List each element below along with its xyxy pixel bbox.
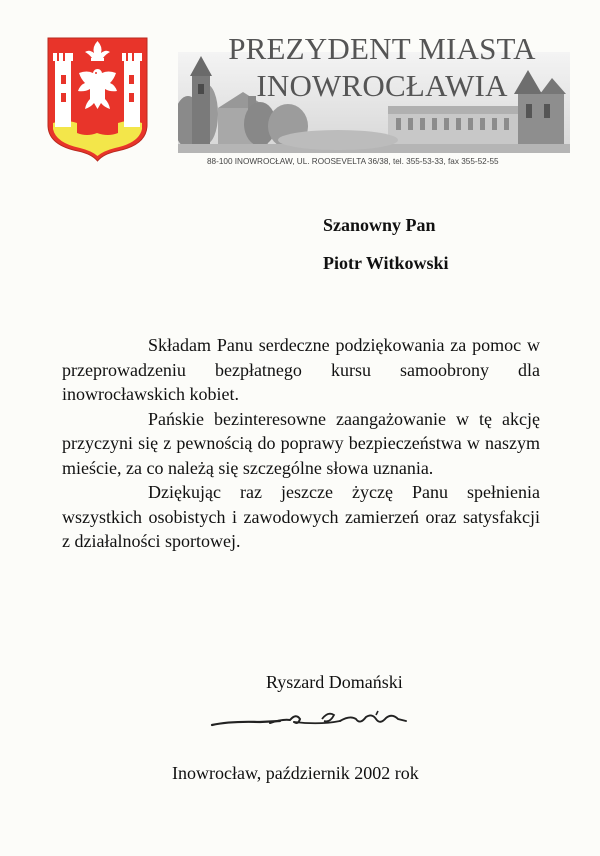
body-paragraph: Pańskie bezinteresowne zaangażowanie w tę akcję przyczyni się z pewnością do poprawy bezpieczeństwa w naszym mieście, za co należą się szczególne słowa uznania.	[62, 408, 540, 478]
place-and-date: Inowrocław, październik 2002 rok	[172, 763, 419, 783]
recipient-name: Piotr Witkowski	[323, 253, 449, 273]
salutation: Szanowny Pan	[323, 215, 436, 235]
body-paragraph: Dziękując raz jeszcze życzę Panu spełnienia wszystkich osobistych i zawodowych zamierzeń oraz satysfakcji z działalności sportowej.	[62, 482, 540, 551]
city-coat-of-arms-icon	[47, 37, 148, 162]
letter-body	[62, 333, 540, 554]
mayor-title-line1: PREZYDENT MIASTA	[228, 31, 536, 66]
signer-name: Ryszard Domański	[266, 672, 403, 692]
mayor-title-line2: INOWROCŁAWIA	[256, 68, 508, 103]
office-address: 88-100 INOWROCŁAW, UL. ROOSEVELTA 36/38, tel. 355-53-33, fax 355-52-55	[207, 157, 499, 166]
body-paragraph: Składam Panu serdeczne podziękowania za pomoc w przeprowadzeniu bezpłatnego kursu samoobrony dla inowrocławskich kobiet.	[62, 335, 540, 404]
mayor-title	[192, 30, 572, 104]
handwritten-signature-icon	[210, 705, 450, 737]
